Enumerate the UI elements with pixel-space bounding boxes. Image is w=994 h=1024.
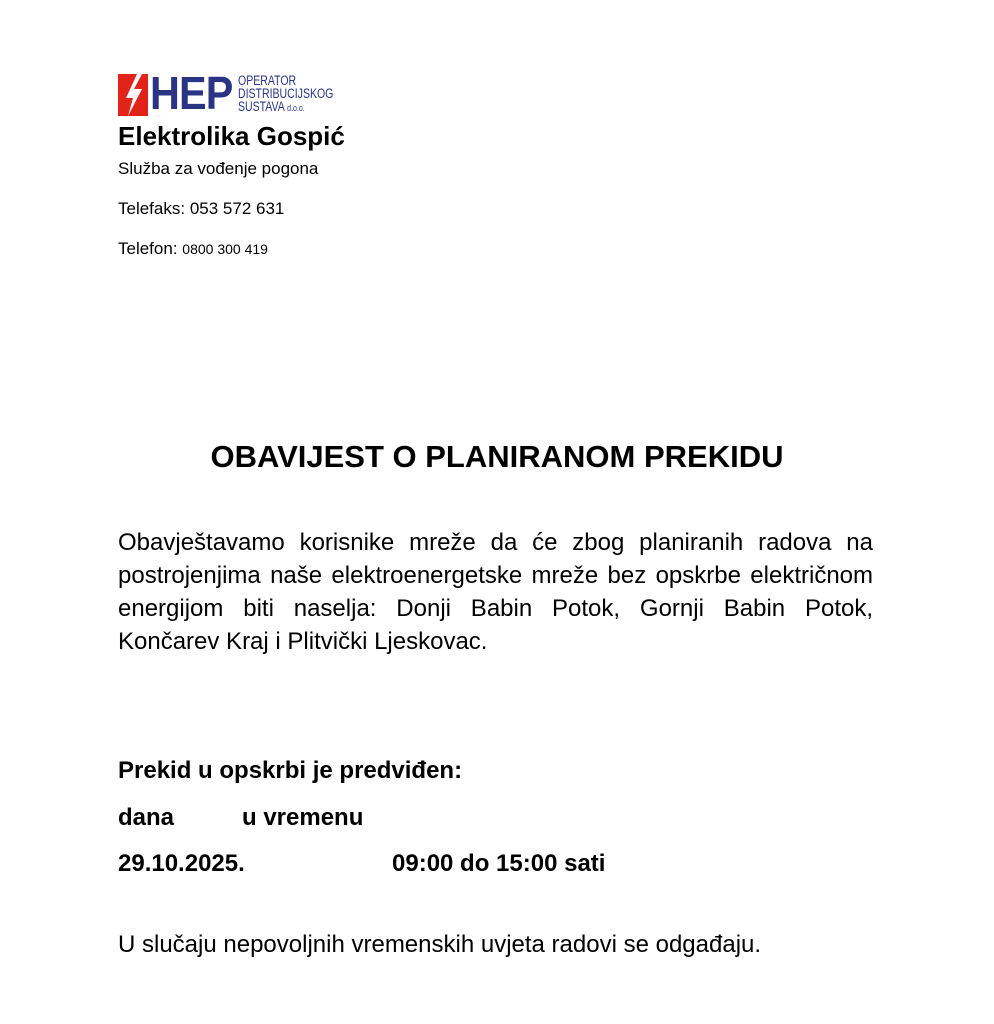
- fax-label: Telefaks:: [118, 199, 186, 218]
- outage-date: 29.10.2025.: [118, 850, 245, 877]
- company-name: Elektrolika Gospić: [118, 121, 345, 151]
- logo-suffix: d.o.o.: [287, 103, 305, 113]
- service-name: Služba za vođenje pogona: [118, 159, 319, 178]
- notice-title: OBAVIJEST O PLANIRANOM PREKIDU: [210, 439, 784, 474]
- logo-brand: HEP: [150, 67, 233, 119]
- phone-label: Telefon:: [118, 239, 178, 258]
- logo-line-1: OPERATOR: [238, 73, 297, 88]
- hep-logo: [118, 67, 358, 122]
- column-day-label: dana: [118, 804, 175, 831]
- fax-line: [118, 198, 284, 220]
- column-time-label: u vremenu: [242, 804, 364, 831]
- weather-note: U slučaju nepovoljnih vremenskih uvjeta radovi se odgađaju.: [118, 931, 762, 958]
- phone-number: 0800 300 419: [182, 241, 268, 257]
- schedule-heading: Prekid u opskrbi je predviđen:: [118, 757, 463, 784]
- logo-operator-text: [238, 74, 333, 115]
- notice-body: Obavještavamo korisnike mreže da će zbog planiranih radova na postrojenjima naše elektroenergetske mreže bez opskrbe električnom energijom biti naselja: Donji Babin Potok, Gornji Babin Potok, Končarev Kraj i Plitvički Ljeskovac.: [118, 529, 873, 655]
- hep-lightning-logo-icon: [118, 74, 148, 116]
- phone-line: [118, 238, 268, 260]
- logo-line-3: SUSTAVA: [238, 99, 285, 114]
- logo-line-2: DISTRIBUCIJSKOG: [238, 86, 334, 101]
- outage-time: 09:00 do 15:00 sati: [392, 850, 606, 877]
- fax-number: 053 572 631: [189, 199, 285, 218]
